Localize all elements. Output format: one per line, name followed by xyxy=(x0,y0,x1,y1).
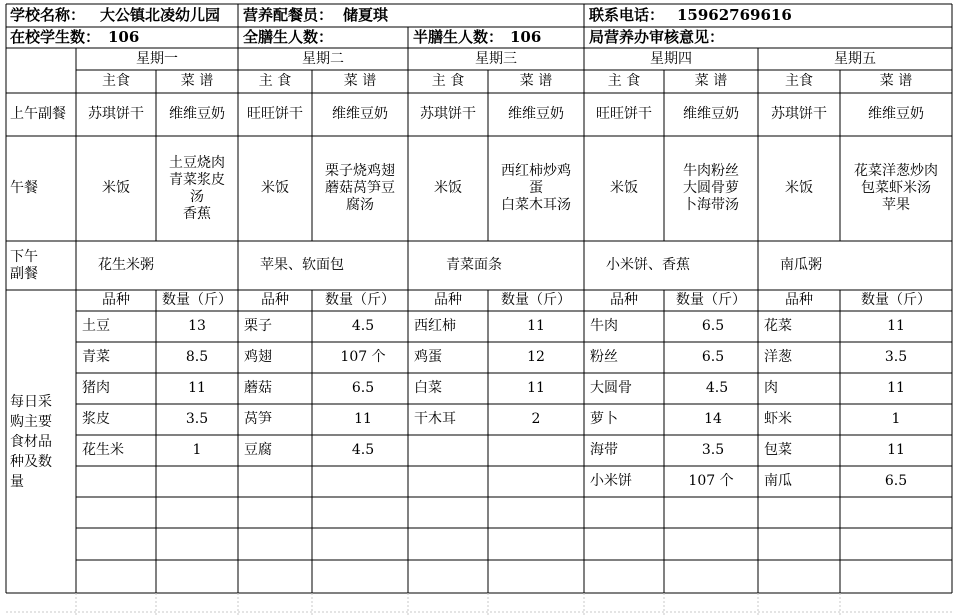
purchase-item: 干木耳 xyxy=(414,411,456,427)
purchase-item: 栗子 xyxy=(244,318,272,334)
half-board-count: 106 xyxy=(510,28,542,46)
purchase-header-item: 品种 xyxy=(261,292,289,308)
purchase-item: 海带 xyxy=(590,442,618,458)
afternoon-snack: 小米饼、香蕉 xyxy=(606,257,690,273)
lunch-menu: 花菜洋葱炒肉 包菜虾米汤 苹果 xyxy=(854,163,938,213)
purchase-qty: 6.5 xyxy=(884,473,908,489)
purchase-item: 小米饼 xyxy=(590,473,632,489)
purchase-item: 莴笋 xyxy=(244,411,272,427)
purchase-header-qty: 数量（斤） xyxy=(861,292,931,308)
purchase-header-item: 品种 xyxy=(102,292,130,308)
purchase-item: 花生米 xyxy=(82,442,124,458)
purchase-header-item: 品种 xyxy=(610,292,638,308)
purchase-qty: 3.5 xyxy=(185,411,209,427)
morning-staple: 苏琪饼干 xyxy=(771,106,827,122)
purchase-qty: 1 xyxy=(192,442,202,458)
purchase-qty: 11 xyxy=(887,442,905,458)
phone-label: 联系电话： xyxy=(589,6,665,24)
purchase-qty: 11 xyxy=(354,411,372,427)
lunch-menu: 土豆烧肉 青菜浆皮 汤 香蕉 xyxy=(169,154,225,222)
purchase-qty: 11 xyxy=(527,380,545,396)
staff-label: 营养配餐员： xyxy=(243,6,334,24)
purchase-item: 蘑菇 xyxy=(244,380,272,396)
purchase-header-qty: 数量（斤） xyxy=(325,292,395,308)
purchase-qty: 12 xyxy=(527,349,545,365)
subheader-staple: 主 食 xyxy=(607,73,641,89)
subheader-menu: 菜 谱 xyxy=(694,73,728,89)
purchase-qty: 6.5 xyxy=(351,380,375,396)
purchase-item: 土豆 xyxy=(82,318,110,334)
enrolled-label: 在校学生数： xyxy=(10,28,101,46)
purchase-item: 鸡蛋 xyxy=(414,349,442,365)
lunch-staple: 米饭 xyxy=(102,180,130,196)
afternoon-snack: 花生米粥 xyxy=(98,257,154,273)
morning-menu: 维维豆奶 xyxy=(332,106,388,122)
purchase-qty: 4.5 xyxy=(351,318,375,334)
subheader-staple: 主食 xyxy=(785,73,813,89)
lunch-staple: 米饭 xyxy=(610,180,638,196)
purchase-item: 猪肉 xyxy=(82,380,110,396)
review-label: 局营养办审核意见： xyxy=(589,28,725,46)
purchase-item: 花菜 xyxy=(764,318,792,334)
purchase-item: 牛肉 xyxy=(590,318,618,334)
lunch-staple: 米饭 xyxy=(785,180,813,196)
lunch-staple: 米饭 xyxy=(434,180,462,196)
morning-staple: 旺旺饼干 xyxy=(596,106,652,122)
purchase-qty: 11 xyxy=(527,318,545,334)
lunch-menu: 牛肉粉丝 大圆骨萝 卜海带汤 xyxy=(683,163,739,213)
purchase-qty: 13 xyxy=(188,318,206,334)
purchase-header-item: 品种 xyxy=(785,292,813,308)
purchase-item: 虾米 xyxy=(764,411,792,427)
lunch-menu: 西红柿炒鸡 蛋 白菜木耳汤 xyxy=(501,163,571,213)
morning-staple: 苏琪饼干 xyxy=(88,106,144,122)
full-board-count xyxy=(343,27,393,48)
afternoon-snack: 苹果、软面包 xyxy=(260,257,344,273)
purchase-header-qty: 数量（斤） xyxy=(676,292,746,308)
day-header-thursday: 星期四 xyxy=(650,50,692,67)
morning-staple: 苏琪饼干 xyxy=(420,106,476,122)
purchase-qty: 2 xyxy=(531,411,541,427)
subheader-menu: 菜 谱 xyxy=(879,73,913,89)
purchase-item: 鸡翅 xyxy=(244,349,272,365)
purchase-qty: 6.5 xyxy=(701,349,725,365)
purchase-qty: 11 xyxy=(887,318,905,334)
morning-menu: 维维豆奶 xyxy=(169,106,225,122)
purchase-item: 青菜 xyxy=(82,349,110,365)
subheader-staple: 主 食 xyxy=(431,73,465,89)
purchase-item: 白菜 xyxy=(414,380,442,396)
morning-menu: 维维豆奶 xyxy=(508,106,564,122)
subheader-staple: 主 食 xyxy=(258,73,292,89)
purchase-qty: 107 个 xyxy=(340,349,386,365)
purchase-qty: 3.5 xyxy=(884,349,908,365)
enrolled-count: 106 xyxy=(108,28,140,46)
full-board-label: 全膳生人数： xyxy=(243,28,334,46)
purchase-qty: 11 xyxy=(887,380,905,396)
half-board-label: 半膳生人数： xyxy=(413,28,504,46)
morning-staple: 旺旺饼干 xyxy=(247,106,303,122)
day-header-monday: 星期一 xyxy=(136,50,178,67)
subheader-menu: 菜 谱 xyxy=(519,73,553,89)
day-header-friday: 星期五 xyxy=(834,50,876,67)
purchase-item: 洋葱 xyxy=(764,349,792,365)
purchase-qty: 14 xyxy=(704,411,722,427)
row-label-afternoon-snack: 下午 副餐 xyxy=(10,248,38,282)
lunch-staple: 米饭 xyxy=(261,180,289,196)
row-label-daily-purchase: 每日采 购主要 食材品 种及数 量 xyxy=(10,393,52,490)
purchase-qty: 8.5 xyxy=(185,349,209,365)
subheader-menu: 菜 谱 xyxy=(180,73,214,89)
row-label-morning-snack: 上午副餐 xyxy=(10,106,66,122)
phone-number: 15962769616 xyxy=(677,6,792,24)
purchase-header-item: 品种 xyxy=(434,292,462,308)
staff-name: 储夏琪 xyxy=(343,6,389,24)
afternoon-snack: 南瓜粥 xyxy=(780,257,822,273)
purchase-item: 萝卜 xyxy=(590,411,618,427)
purchase-qty: 6.5 xyxy=(701,318,725,334)
purchase-item: 西红柿 xyxy=(414,318,456,334)
row-label-lunch: 午餐 xyxy=(10,180,38,196)
purchase-item: 浆皮 xyxy=(82,411,110,427)
purchase-item: 包菜 xyxy=(764,442,792,458)
afternoon-snack: 青菜面条 xyxy=(446,257,502,273)
purchase-qty: 4.5 xyxy=(351,442,375,458)
school-name: 大公镇北凌幼儿园 xyxy=(100,6,221,24)
purchase-item: 粉丝 xyxy=(590,349,618,365)
purchase-header-qty: 数量（斤） xyxy=(501,292,571,308)
morning-menu: 维维豆奶 xyxy=(868,106,924,122)
day-header-wednesday: 星期三 xyxy=(475,50,517,67)
lunch-menu: 栗子烧鸡翅 蘑菇莴笋豆 腐汤 xyxy=(325,163,395,213)
purchase-item: 肉 xyxy=(764,380,778,396)
purchase-qty: 3.5 xyxy=(701,442,725,458)
day-header-tuesday: 星期二 xyxy=(302,50,344,67)
purchase-item: 大圆骨 xyxy=(590,380,632,396)
purchase-qty: 11 xyxy=(188,380,206,396)
purchase-header-qty: 数量（斤） xyxy=(162,292,232,308)
purchase-qty: 4.5 xyxy=(705,380,729,396)
purchase-qty: 1 xyxy=(891,411,901,427)
purchase-item: 南瓜 xyxy=(764,473,792,489)
school-name-label: 学校名称： xyxy=(10,6,86,24)
purchase-qty: 107 个 xyxy=(688,473,734,489)
subheader-staple: 主食 xyxy=(102,73,130,89)
subheader-menu: 菜 谱 xyxy=(343,73,377,89)
morning-menu: 维维豆奶 xyxy=(683,106,739,122)
purchase-item: 豆腐 xyxy=(244,442,272,458)
